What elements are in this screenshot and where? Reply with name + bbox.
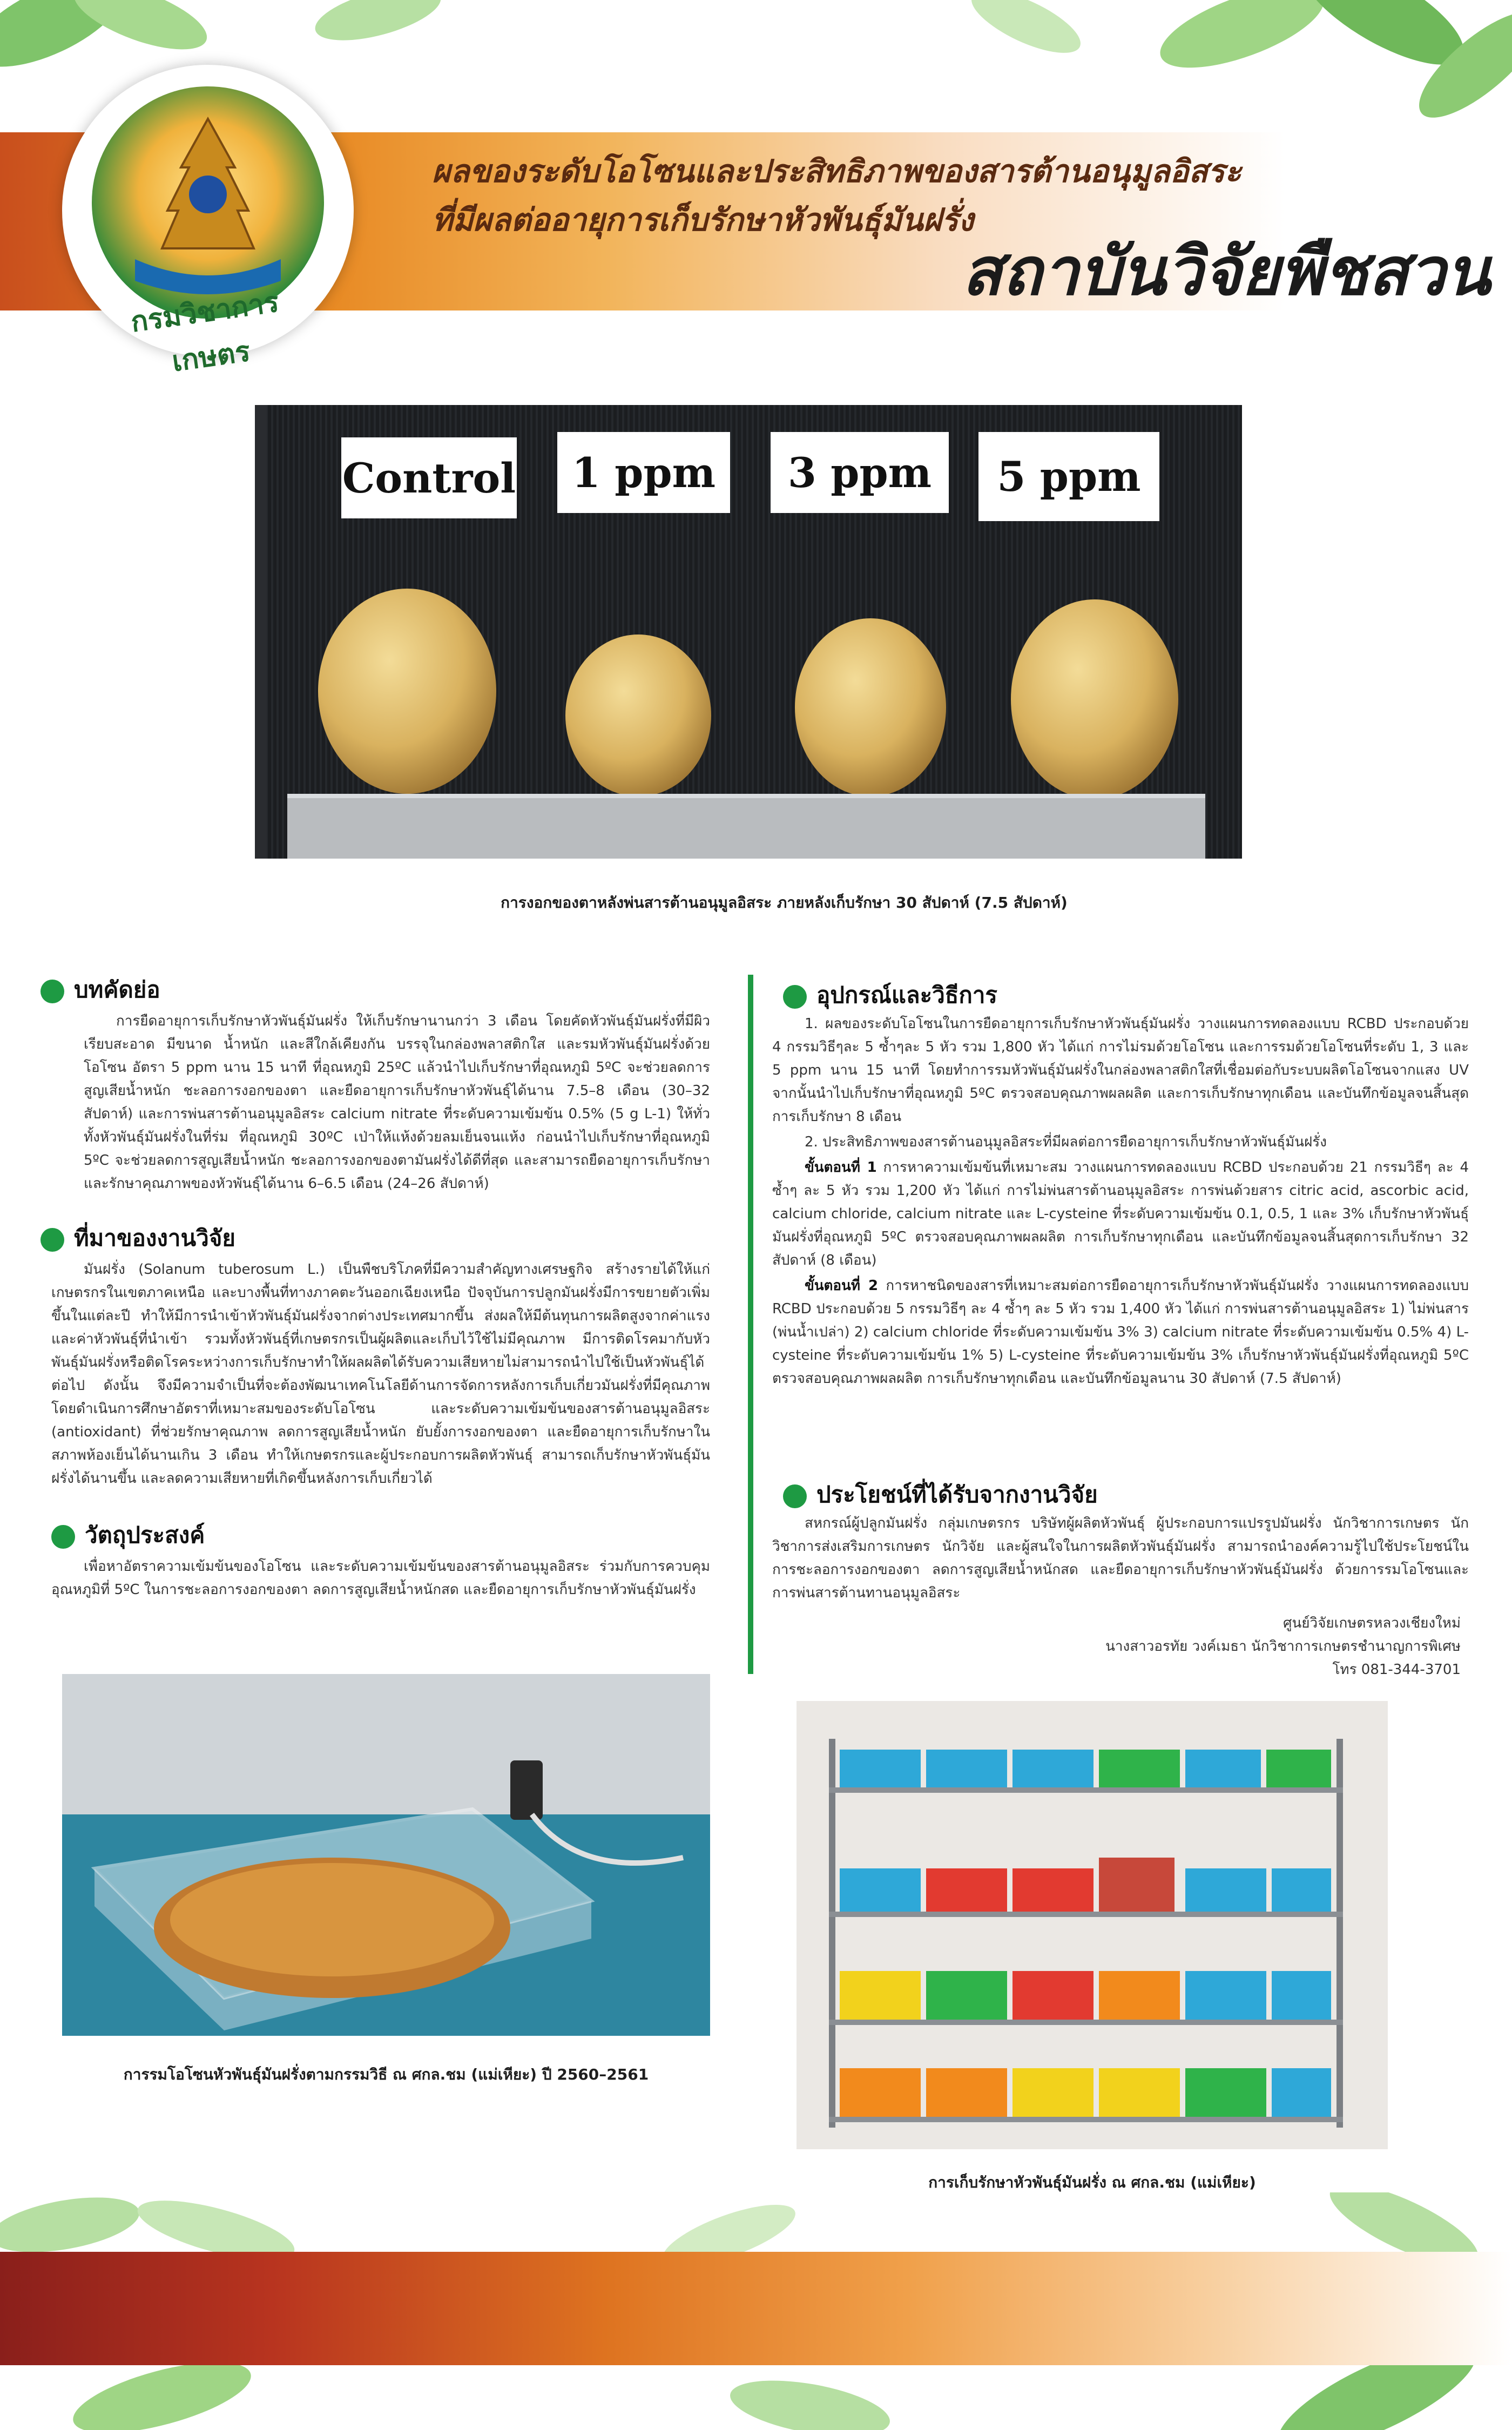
bullet-dot-icon xyxy=(40,1228,64,1252)
institute-name: สถาบันวิจัยพืชสวน xyxy=(962,233,1490,310)
poster-title-line2: ที่มีผลต่ออายุการเก็บรักษาหัวพันธุ์มันฝรั่ง xyxy=(432,201,974,238)
poster-title-line1: ผลของระดับโอโซนและประสิทธิภาพของสารต้านอนุมูลอิสระ xyxy=(432,153,1242,190)
background-heading: ที่มาของงานวิจัย xyxy=(40,1220,235,1256)
methods-part2: 2. ประสิทธิภาพของสารต้านอนุมูลอิสระที่มีผลต่อการยืดอายุการเก็บรักษาหัวพันธุ์มันฝรั่ง xyxy=(805,1134,1327,1150)
top-photo-caption: การงอกของตาหลังพ่นสารต้านอนุมูลอิสระ ภายหลังเก็บรักษา 30 สัปดาห์ (7.5 สัปดาห์) xyxy=(501,894,1068,912)
contact-person: นางสาวอรทัย วงค์เมธา นักวิชาการเกษตรชำนาญการพิเศษ xyxy=(1105,1638,1461,1655)
methods-part1: 1. ผลของระดับโอโซนในการยืดอายุการเก็บรักษาหัวพันธุ์มันฝรั่ง วางแผนการทดลองแบบ RCBD ประกอบด้วย 4 กรรมวิธีๆละ 5 ซ้ำๆละ 5 หัว รวม 1,800 หัว ได้แก่ การไม่รมด้วยโอโซน และการรมด้วยโอโซนที่ระดับ 1, 3 และ 5 ppm นาน 15 นาที โดยทำการรมหัวพันธุ์มันฝรั่งในกล่องพลาสติกใสที่เชื่อมต่อกับระบบผลิตโอโซนจากแสง UV จากนั้นนำไปเก็บรักษาที่อุณหภูมิ 5ºC ตรวจสอบคุณภาพผลผลิต และการเก็บรักษาทุกเดือน และบันทึกข้อมูลจนสิ้นสุดการเก็บรักษา 8 เดือน xyxy=(772,1016,1469,1125)
methods-step2: ขั้นตอนที่ 2 การหาชนิดของสารที่เหมาะสมต่อการยืดอายุการเก็บรักษาหัวพันธุ์มันฝรั่ง วางแผนการทดลองแบบ RCBD ประกอบด้วย 5 กรรมวิธีๆ ละ 4 ซ้ำๆ ละ 5 หัว รวม 1,400 หัว ได้แก่ การพ่นสารต้านอนุมูลอิสระ 1) ไม่พ่นสาร (พ่นน้ำเปล่า) 2) calcium chloride ที่ระดับความเข้มข้น 3% 3) calcium nitrate ที่ระดับความเข้มข้น 0.5% 4) L-cysteine ที่ระดับความเข้มข้น 1% 5) L-cysteine ที่ระดับความเข้มข้น 3% เก็บรักษาหัวพันธุ์มันฝรั่งที่อุณหภูมิ 5ºC ตรวจสอบคุณภาพผลผลิต การเก็บรักษาทุกเดือน และบันทึกข้อมูลนาน 30 สัปดาห์ (7.5 สัปดาห์) xyxy=(772,1278,1469,1387)
storage-shelves-photo xyxy=(796,1701,1388,2149)
ozone-fumigation-photo xyxy=(62,1674,710,2036)
contact-center: ศูนย์วิจัยเกษตรหลวงเชียงใหม่ xyxy=(1283,1615,1461,1631)
methods-heading: อุปกรณ์และวิธีการ xyxy=(783,977,997,1013)
background-text: มันฝรั่ง (Solanum tuberosum L.) เป็นพืชบริโภคที่มีความสำคัญทางเศรษฐกิจ สร้างรายได้ให้แก่เกษตรกรในเขตภาคเหนือ และบางพื้นที่ทางภาคตะวันออกเฉียงเหนือ ปัจจุบันการปลูกมันฝรั่งมีการขยายตัวเพิ่มขึ้นในแต่ละปี ทำให้มีการนำเข้าหัวพันธุ์มันฝรั่งจากต่างประเทศมากขึ้น ส่งผลให้มีต้นทุนการผลิตสูงจากค่าแรงและค่าหัวพันธุ์ที่นำเข้า รวมทั้งหัวพันธุ์ที่เกษตรกรเป็นผู้ผลิตและเก็บไว้ใช้ไม่มีคุณภาพ มีการติดโรคมากับหัวพันธุ์มันฝรั่งหรือติดโรคระหว่างการเก็บรักษาทำให้ผลผลิตได้รับความเสียหายไม่สามารถนำไปใช้เป็นหัวพันธุ์ได้ต่อไป ดังนั้น จึงมีความจำเป็นที่จะต้องพัฒนาเทคโนโลยีด้านการจัดการหลังการเก็บเกี่ยวมันฝรั่งที่มีคุณภาพ โดยดำเนินการศึกษาอัตราที่เหมาะสมของระดับโอโซน และระดับความเข้มข้นของสารต้านอนุมูลอิสระ (antioxidant) ที่ช่วยรักษาคุณภาพ ลดการสูญเสียน้ำหนัก ยับยั้งการงอกของตา และยืดอายุการเก็บรักษาในสภาพห้องเย็นได้นานเกิน 3 เดือน ทำให้เกษตรกรและผู้ประกอบการผลิตหัวพันธุ์ สามารถเก็บรักษาหัวพันธุ์มันฝรั่งได้นานขึ้น และลดความเสียหายที่เกิดขึ้นหลังการเก็บเกี่ยวได้ xyxy=(51,1261,710,1487)
abstract-text: การยืดอายุการเก็บรักษาหัวพันธุ์มันฝรั่ง ให้เก็บรักษานานกว่า 3 เดือน โดยคัดหัวพันธุ์มันฝรั่งที่มีผิวเรียบสะอาด มีขนาด น้ำหนัก และสีใกล้เคียงกัน บรรจุในกล่องพลาสติกใส และรมหัวพันธุ์มันฝรั่งด้วยโอโซน อัตรา 5 ppm นาน 15 นาที ที่อุณหภูมิ 25ºC แล้วนำไปเก็บรักษาที่อุณหภูมิ 5ºC จะช่วยลดการสูญเสียน้ำหนัก ชะลอการงอกของตา และยืดอายุการเก็บรักษาหัวพันธุ์ได้นาน 7.5–8 เดือน (30–32 สัปดาห์) และการพ่นสารต้านอนุมูลอิสระ calcium nitrate ที่ระดับความเข้มข้น 0.5% (5 g L-1) ให้ทั่วทั้งหัวพันธุ์มันฝรั่งในที่ร่ม ที่อุณหภูมิ 30ºC เป่าให้แห้งด้วยลมเย็นจนแห้ง ก่อนนำไปเก็บรักษาที่อุณหภูมิ 5ºC จะช่วยลดการสูญเสียน้ำหนัก ชะลอการงอกของตามันฝรั่งได้ดีที่สุด และสามารถยืดอายุการเก็บรักษา และรักษาคุณภาพของหัวพันธุ์ได้นาน 6–6.5 เดือน (24–26 สัปดาห์) xyxy=(84,1013,710,1192)
bullet-dot-icon xyxy=(783,1484,807,1508)
abstract-heading: บทคัดย่อ xyxy=(40,972,160,1008)
objective-heading: วัตถุประสงค์ xyxy=(51,1517,205,1553)
label-1ppm: 1 ppm xyxy=(557,432,730,513)
bullet-dot-icon xyxy=(40,980,64,1003)
bullet-dot-icon xyxy=(783,985,807,1009)
benefits-heading: ประโยชน์ที่ได้รับจากงานวิจัย xyxy=(783,1477,1098,1513)
contact-phone: โทร 081-344-3701 xyxy=(1332,1662,1461,1678)
contact-block xyxy=(1105,1612,1461,1682)
label-control: Control xyxy=(341,437,517,518)
bullet-dot-icon xyxy=(51,1525,75,1549)
objective-text: เพื่อหาอัตราความเข้มข้นของโอโซน และระดับความเข้มข้นของสารต้านอนุมูลอิสระ ร่วมกับการควบคุมอุณหภูมิที่ 5ºC ในการชะลอการงอกของตา ลดการสูญเสียน้ำหนักสด และยืดอายุการเก็บรักษาหัวพันธุ์มันฝรั่ง xyxy=(51,1558,710,1598)
methods-step1: ขั้นตอนที่ 1 การหาความเข้มข้นที่เหมาะสม วางแผนการทดลองแบบ RCBD ประกอบด้วย 21 กรรมวิธีๆ ละ 4 ซ้ำๆ ละ 5 หัว รวม 1,200 หัว ได้แก่ การไม่พ่นสารต้านอนุมูลอิสระ การพ่นด้วยสาร citric acid, ascorbic acid, calcium chloride, calcium nitrate และ L-cysteine ที่ระดับความเข้มข้น 0.1, 0.5, 1 และ 3% เก็บรักษาหัวพันธุ์มันฝรั่งที่อุณหภูมิ 5ºC ตรวจสอบคุณภาพผลผลิต การเก็บรักษาทุกเดือน และบันทึกข้อมูลจนสิ้นสุดการเก็บรักษา 32 สัปดาห์ (8 เดือน) xyxy=(772,1159,1469,1268)
label-5ppm: 5 ppm xyxy=(978,432,1159,521)
department-logo xyxy=(62,65,354,379)
methods-text xyxy=(772,1013,1469,1393)
ozone-photo-caption: การรมโอโซนหัวพันธุ์มันฝรั่งตามกรรมวิธี ณ ศกล.ชม (แม่เหียะ) ปี 2560–2561 xyxy=(123,2066,649,2083)
storage-photo-caption: การเก็บรักษาหัวพันธุ์มันฝรั่ง ณ ศกล.ชม (แม่เหียะ) xyxy=(928,2174,1256,2191)
logo-text: กรมวิชาการเกษตร xyxy=(129,286,281,379)
sprouting-comparison-photo xyxy=(255,405,1242,859)
footer-band xyxy=(0,2252,1512,2365)
benefits-text: สหกรณ์ผู้ปลูกมันฝรั่ง กลุ่มเกษตรกร บริษัทผู้ผลิตหัวพันธุ์ ผู้ประกอบการแปรรูปมันฝรั่ง นักวิชาการเกษตร นักวิชาการส่งเสริมการเกษตร นักวิจัย และผู้สนใจในการผลิตหัวพันธุ์มันฝรั่ง สามารถนำองค์ความรู้ไปใช้ประโยชน์ในการชะลอการงอกของตา ลดการสูญเสียน้ำหนักสด และยืดอายุการเก็บรักษาหัวพันธุ์มันฝรั่ง ด้วยการรมโอโซนและการพ่นสารต้านทานอนุมูลอิสระ xyxy=(772,1515,1469,1601)
label-3ppm: 3 ppm xyxy=(771,432,949,513)
column-divider xyxy=(748,975,753,1674)
